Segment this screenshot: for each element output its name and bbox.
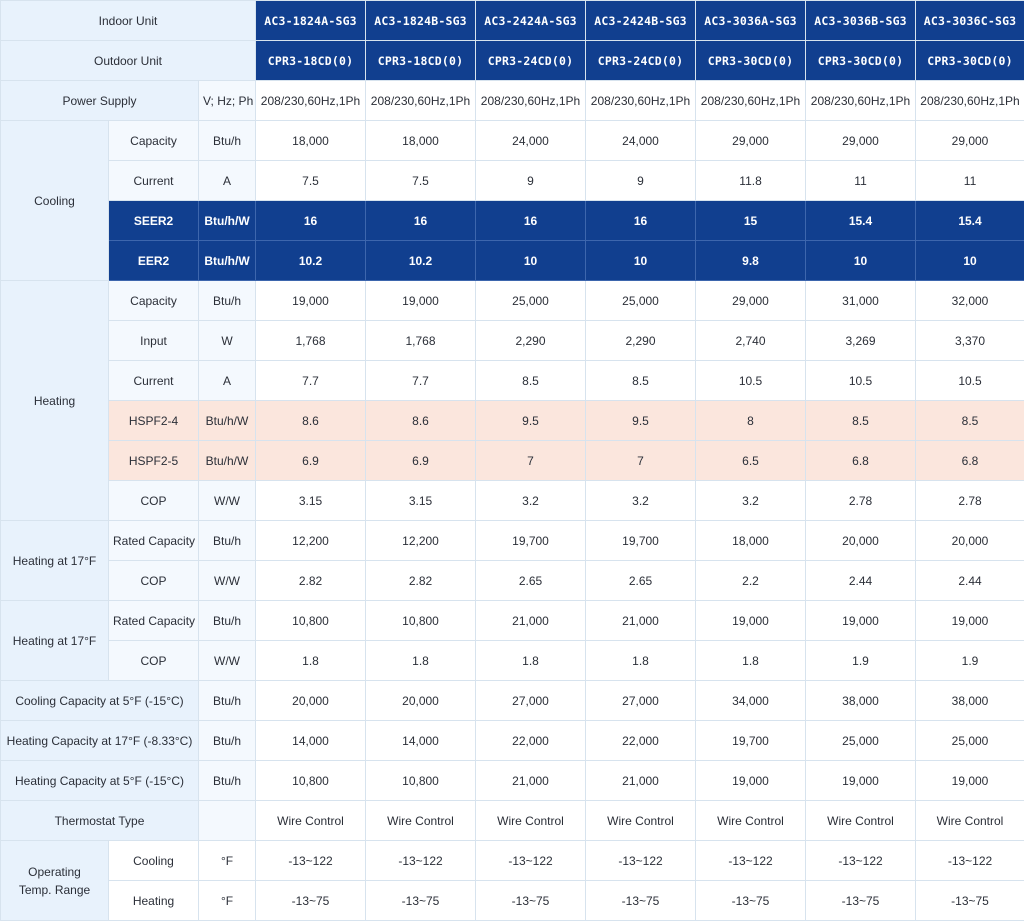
spec-cell: 1.8 [256,641,366,681]
spec-cell: 18,000 [696,521,806,561]
row-unit: Btu/h [199,121,256,161]
spec-cell: 19,000 [916,761,1024,801]
spec-cell: 1,768 [366,321,476,361]
spec-cell: Wire Control [476,801,586,841]
operating-heating-row [1,881,1024,921]
indoor-unit-label: Indoor Unit [1,1,256,41]
heating-group-label: Heating [1,281,109,521]
spec-cell: 208/230,60Hz,1Ph [806,81,916,121]
spec-cell: 2.2 [696,561,806,601]
spec-cell: 6.8 [806,441,916,481]
spec-cell: 18,000 [366,121,476,161]
row-unit: Btu/h [199,521,256,561]
spec-cell: -13~75 [476,881,586,921]
spec-cell: 3.15 [366,481,476,521]
spec-cell: 10.5 [696,361,806,401]
row-name: Current [109,161,199,201]
row-unit: W/W [199,561,256,601]
operating-cooling-row [1,841,1024,881]
spec-cell: 10,800 [256,761,366,801]
spec-cell: 19,000 [696,761,806,801]
extra-heating-capacity-at-17-f-8-33-c-row [1,721,1024,761]
row-label: Cooling Capacity at 5°F (-15°C) [1,681,199,721]
spec-cell: 208/230,60Hz,1Ph [696,81,806,121]
spec-cell: 2,290 [476,321,586,361]
spec-cell: 208/230,60Hz,1Ph [586,81,696,121]
spec-cell: 6.9 [256,441,366,481]
operating-label-line1: Operating [28,864,81,879]
indoor-model: AC3-2424B-SG3 [586,1,696,41]
spec-cell: 15 [696,201,806,241]
spec-cell: 9.5 [586,401,696,441]
spec-cell: 22,000 [476,721,586,761]
spec-cell: 21,000 [586,761,696,801]
spec-cell: 10 [916,241,1024,281]
outdoor-model: CPR3-30CD(0) [916,41,1024,81]
spec-table-body [1,1,1024,921]
spec-cell: 25,000 [476,281,586,321]
spec-cell: 2.44 [916,561,1024,601]
spec-cell: 2.78 [916,481,1024,521]
spec-cell: 21,000 [476,601,586,641]
spec-cell: 19,700 [696,721,806,761]
spec-cell: Wire Control [366,801,476,841]
spec-cell: 3.2 [586,481,696,521]
row-name: HSPF2-4 [109,401,199,441]
heating17b-cop-row [1,641,1024,681]
spec-cell: 3.15 [256,481,366,521]
heating17a-cop-row [1,561,1024,601]
indoor-model: AC3-1824A-SG3 [256,1,366,41]
spec-cell: 19,700 [586,521,696,561]
spec-cell: 8.5 [806,401,916,441]
spec-cell: 10.5 [806,361,916,401]
row-unit [199,801,256,841]
spec-cell: 7.7 [256,361,366,401]
spec-cell: 16 [256,201,366,241]
thermostat-type-row [1,801,1024,841]
spec-cell: 12,200 [366,521,476,561]
spec-cell: 8.5 [476,361,586,401]
spec-cell: 7.5 [256,161,366,201]
row-name: HSPF2-5 [109,441,199,481]
spec-cell: 19,700 [476,521,586,561]
spec-cell: 8.6 [366,401,476,441]
spec-cell: 29,000 [696,281,806,321]
spec-cell: 2.78 [806,481,916,521]
row-unit: Btu/h/W [199,241,256,281]
spec-cell: 19,000 [916,601,1024,641]
spec-cell: -13~122 [476,841,586,881]
indoor-unit-row [1,1,1024,41]
spec-cell: 38,000 [916,681,1024,721]
row-name: Rated Capacity [109,601,199,641]
row-name: Capacity [109,281,199,321]
row-name: SEER2 [109,201,199,241]
row-name: Input [109,321,199,361]
spec-cell: 22,000 [586,721,696,761]
outdoor-model: CPR3-18CD(0) [256,41,366,81]
spec-cell: 24,000 [586,121,696,161]
row-name: EER2 [109,241,199,281]
spec-cell: -13~122 [696,841,806,881]
spec-cell: 208/230,60Hz,1Ph [476,81,586,121]
heating17b-group-label: Heating at 17°F [1,601,109,681]
extra-cooling-capacity-at-5-f-15-c-row [1,681,1024,721]
spec-cell: 9.5 [476,401,586,441]
spec-cell: -13~122 [806,841,916,881]
spec-cell: 7 [586,441,696,481]
outdoor-unit-row [1,41,1024,81]
row-unit: Btu/h [199,601,256,641]
row-unit: Btu/h/W [199,401,256,441]
extra-heating-capacity-at-5-f-15-c-row [1,761,1024,801]
spec-cell: 19,000 [806,761,916,801]
spec-cell: 29,000 [696,121,806,161]
heating-hspf2-4-row [1,401,1024,441]
heating-input-row [1,321,1024,361]
spec-cell: 2.44 [806,561,916,601]
outdoor-model: CPR3-24CD(0) [586,41,696,81]
indoor-model: AC3-2424A-SG3 [476,1,586,41]
spec-cell: 2.65 [586,561,696,601]
spec-cell: Wire Control [916,801,1024,841]
spec-cell: 3,269 [806,321,916,361]
row-unit: W [199,321,256,361]
spec-cell: Wire Control [256,801,366,841]
thermostat-type-label: Thermostat Type [1,801,199,841]
spec-cell: 2,290 [586,321,696,361]
spec-cell: 20,000 [366,681,476,721]
spec-cell: 25,000 [806,721,916,761]
power-supply-unit: V; Hz; Ph [199,81,256,121]
spec-cell: 6.5 [696,441,806,481]
spec-cell: 1,768 [256,321,366,361]
spec-cell: 10,800 [256,601,366,641]
row-name: Heating [109,881,199,921]
outdoor-model: CPR3-18CD(0) [366,41,476,81]
spec-cell: 14,000 [366,721,476,761]
indoor-model: AC3-3036C-SG3 [916,1,1024,41]
spec-cell: 21,000 [476,761,586,801]
spec-cell: 8.5 [916,401,1024,441]
row-unit: Btu/h/W [199,441,256,481]
row-unit: W/W [199,481,256,521]
spec-cell: 20,000 [916,521,1024,561]
spec-cell: 10 [806,241,916,281]
spec-cell: 19,000 [696,601,806,641]
spec-cell: 3,370 [916,321,1024,361]
spec-cell: 21,000 [586,601,696,641]
spec-cell: 32,000 [916,281,1024,321]
spec-cell: 29,000 [916,121,1024,161]
row-unit: Btu/h [199,761,256,801]
spec-cell: -13~75 [916,881,1024,921]
row-unit: Btu/h [199,681,256,721]
outdoor-unit-label: Outdoor Unit [1,41,256,81]
outdoor-model: CPR3-30CD(0) [806,41,916,81]
spec-cell: 6.8 [916,441,1024,481]
spec-cell: 14,000 [256,721,366,761]
spec-cell: 29,000 [806,121,916,161]
spec-cell: 11.8 [696,161,806,201]
spec-cell: 8.5 [586,361,696,401]
spec-cell: 2,740 [696,321,806,361]
spec-cell: 10,800 [366,601,476,641]
row-name: Rated Capacity [109,521,199,561]
spec-cell: -13~75 [256,881,366,921]
spec-cell: 208/230,60Hz,1Ph [366,81,476,121]
spec-cell: 1.9 [806,641,916,681]
row-unit: W/W [199,641,256,681]
spec-cell: 10.2 [366,241,476,281]
heating17b-rated-capacity-row [1,601,1024,641]
row-name: COP [109,641,199,681]
power-supply-row [1,81,1024,121]
spec-cell: 7.7 [366,361,476,401]
spec-cell: 10 [586,241,696,281]
spec-cell: 1.8 [366,641,476,681]
row-name: Cooling [109,841,199,881]
operating-temp-range-label [1,841,109,921]
row-unit: Btu/h/W [199,201,256,241]
spec-cell: -13~122 [256,841,366,881]
row-unit: °F [199,881,256,921]
spec-cell: 3.2 [476,481,586,521]
spec-cell: 10 [476,241,586,281]
heating17a-group-label: Heating at 17°F [1,521,109,601]
cooling-eer2-row [1,241,1024,281]
indoor-model: AC3-3036B-SG3 [806,1,916,41]
spec-cell: 16 [366,201,476,241]
spec-cell: 25,000 [586,281,696,321]
spec-cell: 10.2 [256,241,366,281]
spec-cell: -13~75 [696,881,806,921]
spec-cell: 11 [806,161,916,201]
spec-cell: 16 [586,201,696,241]
spec-cell: 19,000 [366,281,476,321]
heating-hspf2-5-row [1,441,1024,481]
cooling-group-label: Cooling [1,121,109,281]
cooling-capacity-row [1,121,1024,161]
spec-cell: -13~75 [586,881,696,921]
spec-cell: Wire Control [586,801,696,841]
heating-capacity-row [1,281,1024,321]
spec-cell: 38,000 [806,681,916,721]
spec-cell: 1.8 [586,641,696,681]
row-name: Capacity [109,121,199,161]
spec-cell: 31,000 [806,281,916,321]
spec-cell: 15.4 [916,201,1024,241]
spec-cell: -13~75 [366,881,476,921]
spec-cell: 9 [586,161,696,201]
spec-cell: 7 [476,441,586,481]
spec-cell: -13~122 [916,841,1024,881]
spec-cell: 24,000 [476,121,586,161]
cooling-current-row [1,161,1024,201]
row-unit: A [199,361,256,401]
heating17a-rated-capacity-row [1,521,1024,561]
spec-cell: 19,000 [806,601,916,641]
spec-cell: 9 [476,161,586,201]
spec-cell: 27,000 [586,681,696,721]
spec-cell: 3.2 [696,481,806,521]
row-name: COP [109,481,199,521]
spec-cell: 208/230,60Hz,1Ph [916,81,1024,121]
spec-cell: 20,000 [806,521,916,561]
spec-cell: Wire Control [696,801,806,841]
power-supply-label: Power Supply [1,81,199,121]
indoor-model: AC3-1824B-SG3 [366,1,476,41]
spec-cell: 2.82 [256,561,366,601]
outdoor-model: CPR3-30CD(0) [696,41,806,81]
row-unit: °F [199,841,256,881]
spec-cell: 11 [916,161,1024,201]
heating-current-row [1,361,1024,401]
spec-cell: -13~122 [366,841,476,881]
spec-cell: 25,000 [916,721,1024,761]
spec-cell: 2.65 [476,561,586,601]
row-unit: Btu/h [199,281,256,321]
spec-cell: -13~122 [586,841,696,881]
spec-cell: 1.8 [696,641,806,681]
spec-cell: 34,000 [696,681,806,721]
spec-cell: -13~75 [806,881,916,921]
cooling-seer2-row [1,201,1024,241]
indoor-model: AC3-3036A-SG3 [696,1,806,41]
row-label: Heating Capacity at 17°F (-8.33°C) [1,721,199,761]
row-unit: Btu/h [199,721,256,761]
spec-cell: 20,000 [256,681,366,721]
spec-cell: 9.8 [696,241,806,281]
outdoor-model: CPR3-24CD(0) [476,41,586,81]
spec-cell: 15.4 [806,201,916,241]
operating-label-line2: Temp. Range [18,882,91,897]
spec-cell: 19,000 [256,281,366,321]
spec-cell: 6.9 [366,441,476,481]
spec-cell: Wire Control [806,801,916,841]
spec-cell: 18,000 [256,121,366,161]
spec-cell: 1.9 [916,641,1024,681]
spec-cell: 2.82 [366,561,476,601]
row-name: Current [109,361,199,401]
spec-cell: 8 [696,401,806,441]
spec-cell: 1.8 [476,641,586,681]
spec-cell: 7.5 [366,161,476,201]
spec-cell: 8.6 [256,401,366,441]
row-label: Heating Capacity at 5°F (-15°C) [1,761,199,801]
row-unit: A [199,161,256,201]
spec-cell: 27,000 [476,681,586,721]
row-name: COP [109,561,199,601]
spec-cell: 10.5 [916,361,1024,401]
spec-cell: 10,800 [366,761,476,801]
spec-cell: 208/230,60Hz,1Ph [256,81,366,121]
spec-cell: 12,200 [256,521,366,561]
heating-cop-row [1,481,1024,521]
spec-cell: 16 [476,201,586,241]
